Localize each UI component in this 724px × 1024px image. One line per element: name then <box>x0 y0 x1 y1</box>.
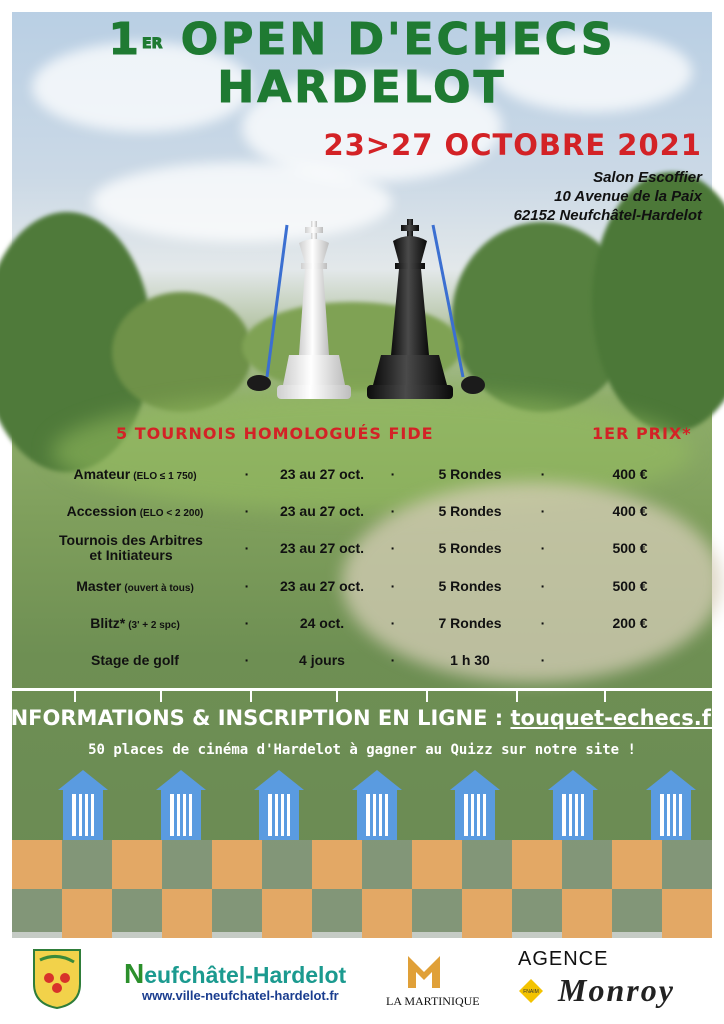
chessboard-square <box>662 840 712 889</box>
separator: · <box>390 503 396 519</box>
chessboard-square <box>212 840 262 889</box>
event-dates: 23>27 OCTOBRE 2021 <box>323 128 702 162</box>
agency-label: AGENCE <box>518 948 609 970</box>
venue-line: Salon Escoffier <box>593 169 702 186</box>
chessboard-square <box>562 889 612 938</box>
table-row <box>0 493 724 529</box>
golf-club-left <box>267 225 287 377</box>
fnaim-badge-icon <box>518 978 544 1004</box>
neufchatel-hardelot-logo: Neufchâtel-Hardelot <box>124 958 347 989</box>
chess-kings-golf-clubs-illustration <box>225 215 505 425</box>
chessboard-square <box>312 840 362 889</box>
tournament-rounds: 5 Rondes <box>438 503 502 519</box>
la-martinique-label: LA MARTINIQUE <box>386 994 480 1008</box>
town-website-link[interactable]: www.ville-neufchatel-hardelot.fr <box>142 988 339 1003</box>
golf-club-head-right <box>461 376 485 394</box>
chessboard-square <box>162 889 212 938</box>
chessboard-square <box>112 889 162 938</box>
tournament-prize: 200 € <box>612 615 648 631</box>
tournament-rounds: 5 Rondes <box>438 540 502 556</box>
chessboard-square <box>362 889 412 938</box>
chessboard-square <box>312 889 362 938</box>
separator: · <box>540 615 546 631</box>
tournament-rounds: 5 Rondes <box>438 578 502 594</box>
black-king-icon <box>367 219 453 399</box>
separator: · <box>244 652 250 668</box>
white-king-icon <box>277 221 351 399</box>
divider-tick <box>426 688 428 702</box>
separator: · <box>540 578 546 594</box>
tournament-date: 23 au 27 oct. <box>279 503 365 519</box>
chessboard-square <box>262 889 312 938</box>
registration-link[interactable]: touquet-echecs.fr <box>510 706 722 730</box>
tournament-name: Stage de golf <box>91 651 179 668</box>
chessboard-square <box>412 889 462 938</box>
separator: · <box>390 615 396 631</box>
chessboard-square <box>62 889 112 938</box>
chessboard-square <box>462 889 512 938</box>
monroy-agency-logo: Monroy <box>558 972 675 1008</box>
chessboard-square <box>512 889 562 938</box>
chessboard-square <box>612 889 662 938</box>
first-prize-header: 1ER PRIX* <box>592 424 692 443</box>
registration-info <box>0 706 724 730</box>
beach-cabin-icon <box>58 768 108 840</box>
divider-tick <box>74 688 76 702</box>
tournament-name: Blitz* (3' + 2 spc) <box>90 615 180 631</box>
tournament-prize: 400 € <box>612 466 648 482</box>
divider-tick <box>604 688 606 702</box>
tournament-date: 23 au 27 oct. <box>279 540 365 556</box>
tournament-name: Amateur (ELO ≤ 1 750) <box>73 466 197 482</box>
separator: · <box>540 503 546 519</box>
separator: · <box>244 466 250 482</box>
beach-cabin-icon <box>254 768 304 840</box>
table-row <box>0 456 724 492</box>
tournament-prize: 500 € <box>612 540 648 556</box>
divider-line <box>12 688 712 691</box>
chessboard-square <box>262 840 312 889</box>
venue-line: 62152 Neufchâtel-Hardelot <box>513 207 702 224</box>
event-title <box>0 16 724 112</box>
registration-label: INFORMATIONS & INSCRIPTION EN LIGNE : <box>2 706 511 730</box>
svg-text:FNAIM: FNAIM <box>523 989 539 995</box>
tournament-rounds: 7 Rondes <box>438 615 502 631</box>
chessboard-square <box>662 889 712 938</box>
beach-cabin-icon <box>450 768 500 840</box>
beach-cabin-icon <box>352 768 402 840</box>
beach-cabin-icon <box>646 768 696 840</box>
separator: · <box>540 466 546 482</box>
tournament-name: Accession (ELO < 2 200) <box>66 503 204 519</box>
chessboard-square <box>12 889 62 938</box>
separator: · <box>540 540 546 556</box>
venue-address <box>514 168 702 225</box>
chessboard-square <box>162 840 212 889</box>
chessboard-square <box>562 840 612 889</box>
divider-tick <box>250 688 252 702</box>
chessboard-square <box>612 840 662 889</box>
chessboard-square <box>512 840 562 889</box>
separator: · <box>244 615 250 631</box>
chessboard-square <box>362 840 412 889</box>
quiz-promo: 50 places de cinéma d'Hardelot à gagner au Quizz sur notre site ! <box>88 742 636 758</box>
chessboard-square <box>462 840 512 889</box>
venue-line: 10 Avenue de la Paix <box>554 188 702 205</box>
divider-tick <box>336 688 338 702</box>
table-row <box>0 530 724 566</box>
golf-hardelot-shield-logo <box>32 948 82 1010</box>
tournament-date: 23 au 27 oct. <box>279 578 365 594</box>
tournament-name: Tournois des Arbitres et Initiateurs <box>59 532 203 563</box>
tournament-date: 23 au 27 oct. <box>279 466 365 482</box>
chessboard-square <box>112 840 162 889</box>
separator: · <box>244 540 250 556</box>
golf-club-right <box>433 225 463 377</box>
tournament-date: 4 jours <box>299 652 345 668</box>
chessboard-square <box>412 840 462 889</box>
tournament-prize: 400 € <box>612 503 648 519</box>
separator: · <box>540 652 546 668</box>
separator: · <box>244 578 250 594</box>
tournament-date: 24 oct. <box>299 615 345 631</box>
divider-tick <box>516 688 518 702</box>
table-row <box>0 605 724 641</box>
tournament-prize: 500 € <box>612 578 648 594</box>
chessboard-square <box>212 889 262 938</box>
separator: · <box>390 466 396 482</box>
chessboard-square <box>62 840 112 889</box>
separator: · <box>390 578 396 594</box>
table-row <box>0 568 724 604</box>
golf-club-head-left <box>247 375 271 391</box>
table-row <box>0 642 724 678</box>
beach-cabin-icon <box>156 768 206 840</box>
title-line-1: 1ER OPEN D'ECHECS <box>108 14 616 65</box>
separator: · <box>244 503 250 519</box>
divider-tick <box>160 688 162 702</box>
tournaments-header: 5 TOURNOIS HOMOLOGUÉS FIDE <box>116 424 434 443</box>
la-martinique-logo-icon <box>404 950 444 990</box>
separator: · <box>390 540 396 556</box>
chessboard-strip <box>12 840 712 938</box>
tournament-name: Master (ouvert à tous) <box>76 578 194 594</box>
title-line-2: HARDELOT <box>217 62 507 113</box>
tournament-rounds: 1 h 30 <box>450 652 490 668</box>
sponsor-footer <box>0 940 724 1024</box>
chessboard-square <box>12 840 62 889</box>
separator: · <box>390 652 396 668</box>
beach-cabin-icon <box>548 768 598 840</box>
tournament-rounds: 5 Rondes <box>438 466 502 482</box>
